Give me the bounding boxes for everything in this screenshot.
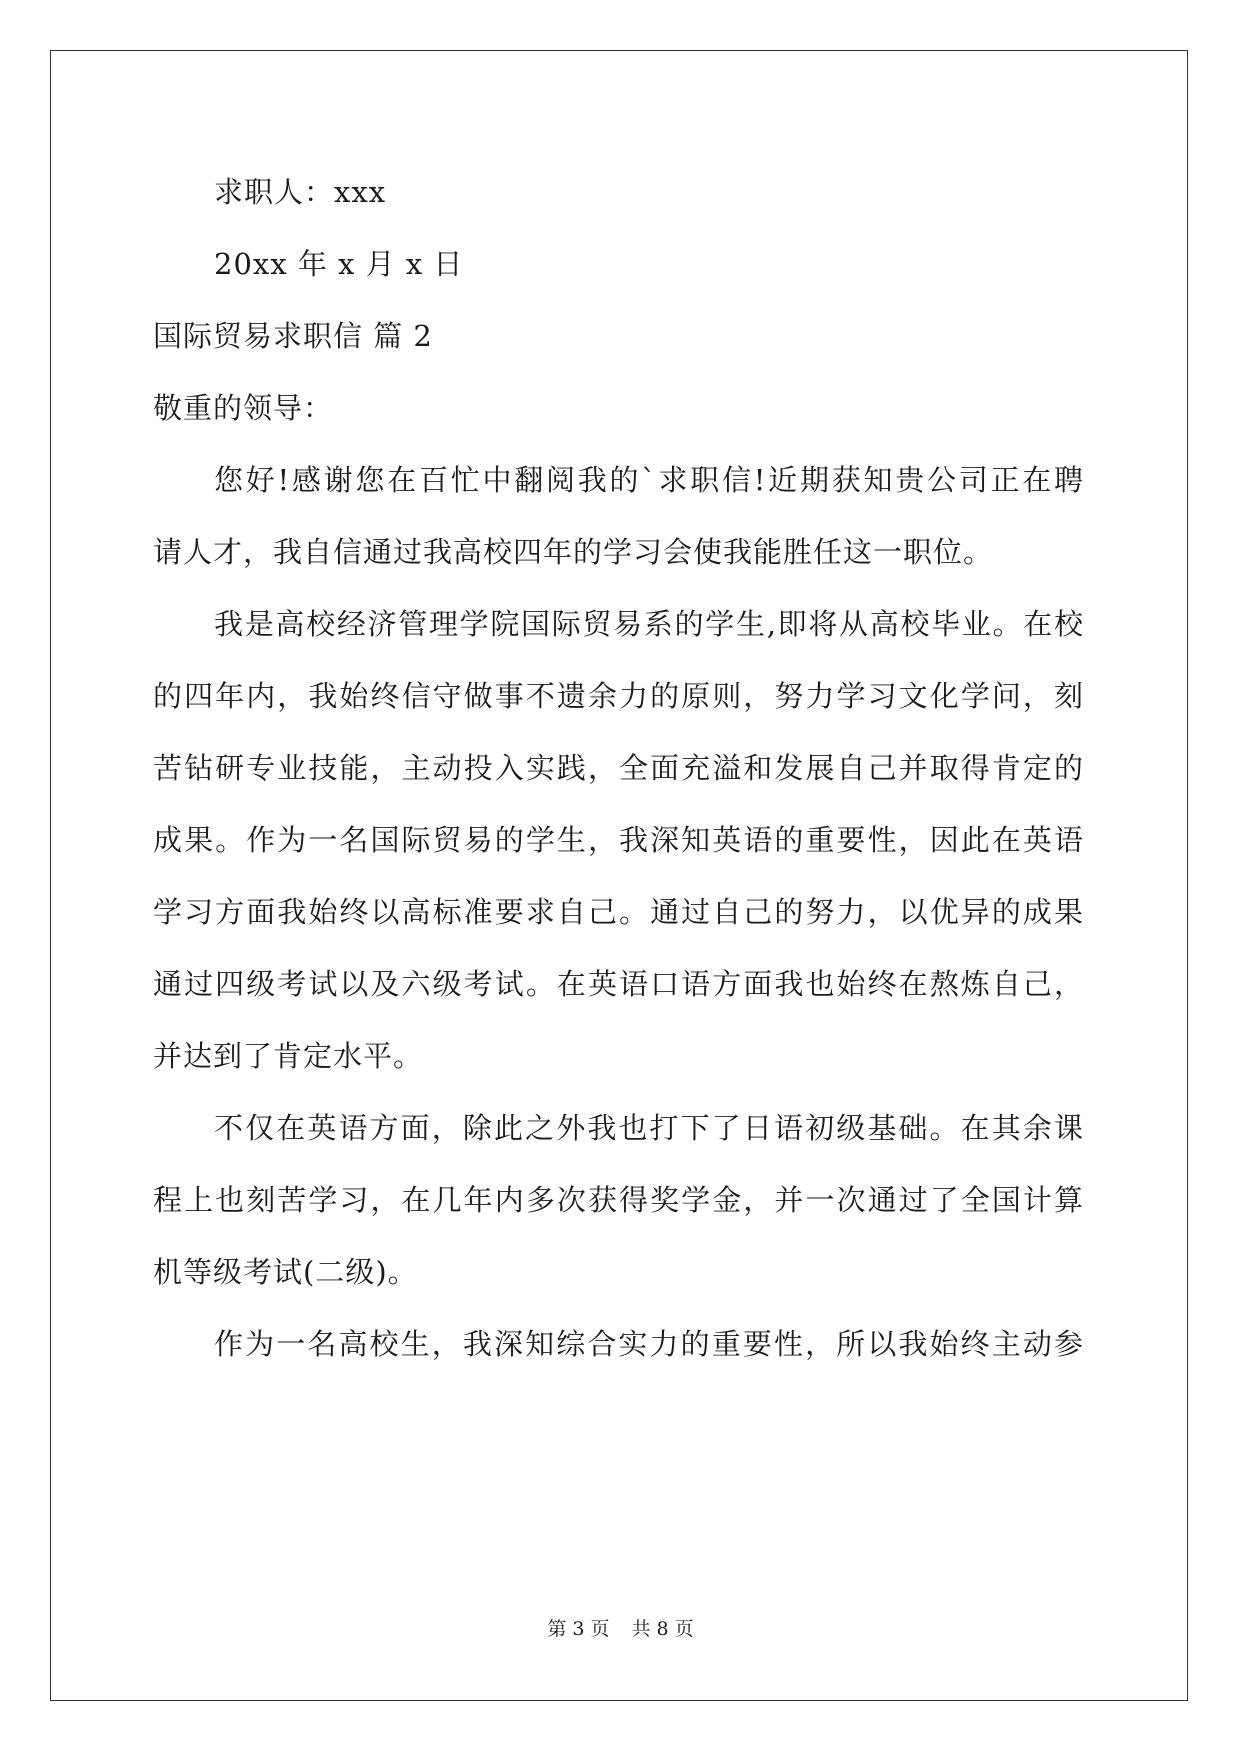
paragraph-line: 并达到了肯定水平。	[153, 1039, 424, 1073]
paragraph-line: 学习方面我始终以高标准要求自己。通过自己的努力，以优异的成果	[153, 895, 1083, 929]
paragraph-line: 成果。作为一名国际贸易的学生，我深知英语的重要性，因此在英语	[153, 823, 1083, 857]
paragraph-line: 机等级考试(二级)。	[153, 1255, 418, 1289]
paragraph-line: 我是高校经济管理学院国际贸易系的学生,即将从高校毕业。在校	[214, 607, 1083, 641]
section-heading: 国际贸易求职信 篇 2	[153, 319, 433, 353]
paragraph-line: 请人才，我自信通过我高校四年的学习会使我能胜任这一职位。	[153, 535, 994, 569]
paragraph-line: 苦钻研专业技能，主动投入实践，全面充溢和发展自己并取得肯定的	[153, 751, 1083, 785]
paragraph-line: 的四年内，我始终信守做事不遗余力的原则，努力学习文化学问，刻	[153, 679, 1083, 713]
paragraph-line: 通过四级考试以及六级考试。在英语口语方面我也始终在熬炼自己，	[153, 967, 1083, 1001]
paragraph-line: 不仅在英语方面，除此之外我也打下了日语初级基础。在其余课	[214, 1111, 1083, 1145]
salutation: 敬重的领导：	[153, 391, 334, 425]
page-number: 第 3 页	[547, 1618, 610, 1640]
page-border	[50, 50, 1188, 1701]
paragraph-line: 程上也刻苦学习，在几年内多次获得奖学金，并一次通过了全国计算	[153, 1183, 1083, 1217]
paragraph-line: 作为一名高校生，我深知综合实力的重要性，所以我始终主动参	[214, 1327, 1083, 1361]
page-footer	[0, 1617, 1241, 1641]
paragraph-line: 您好!感谢您在百忙中翻阅我的`求职信!近期获知贵公司正在聘	[214, 463, 1083, 497]
signature-line: 求职人：xxx	[214, 175, 387, 209]
date-line: 20xx 年 x 月 x 日	[214, 247, 464, 281]
page-total: 共 8 页	[631, 1618, 694, 1640]
